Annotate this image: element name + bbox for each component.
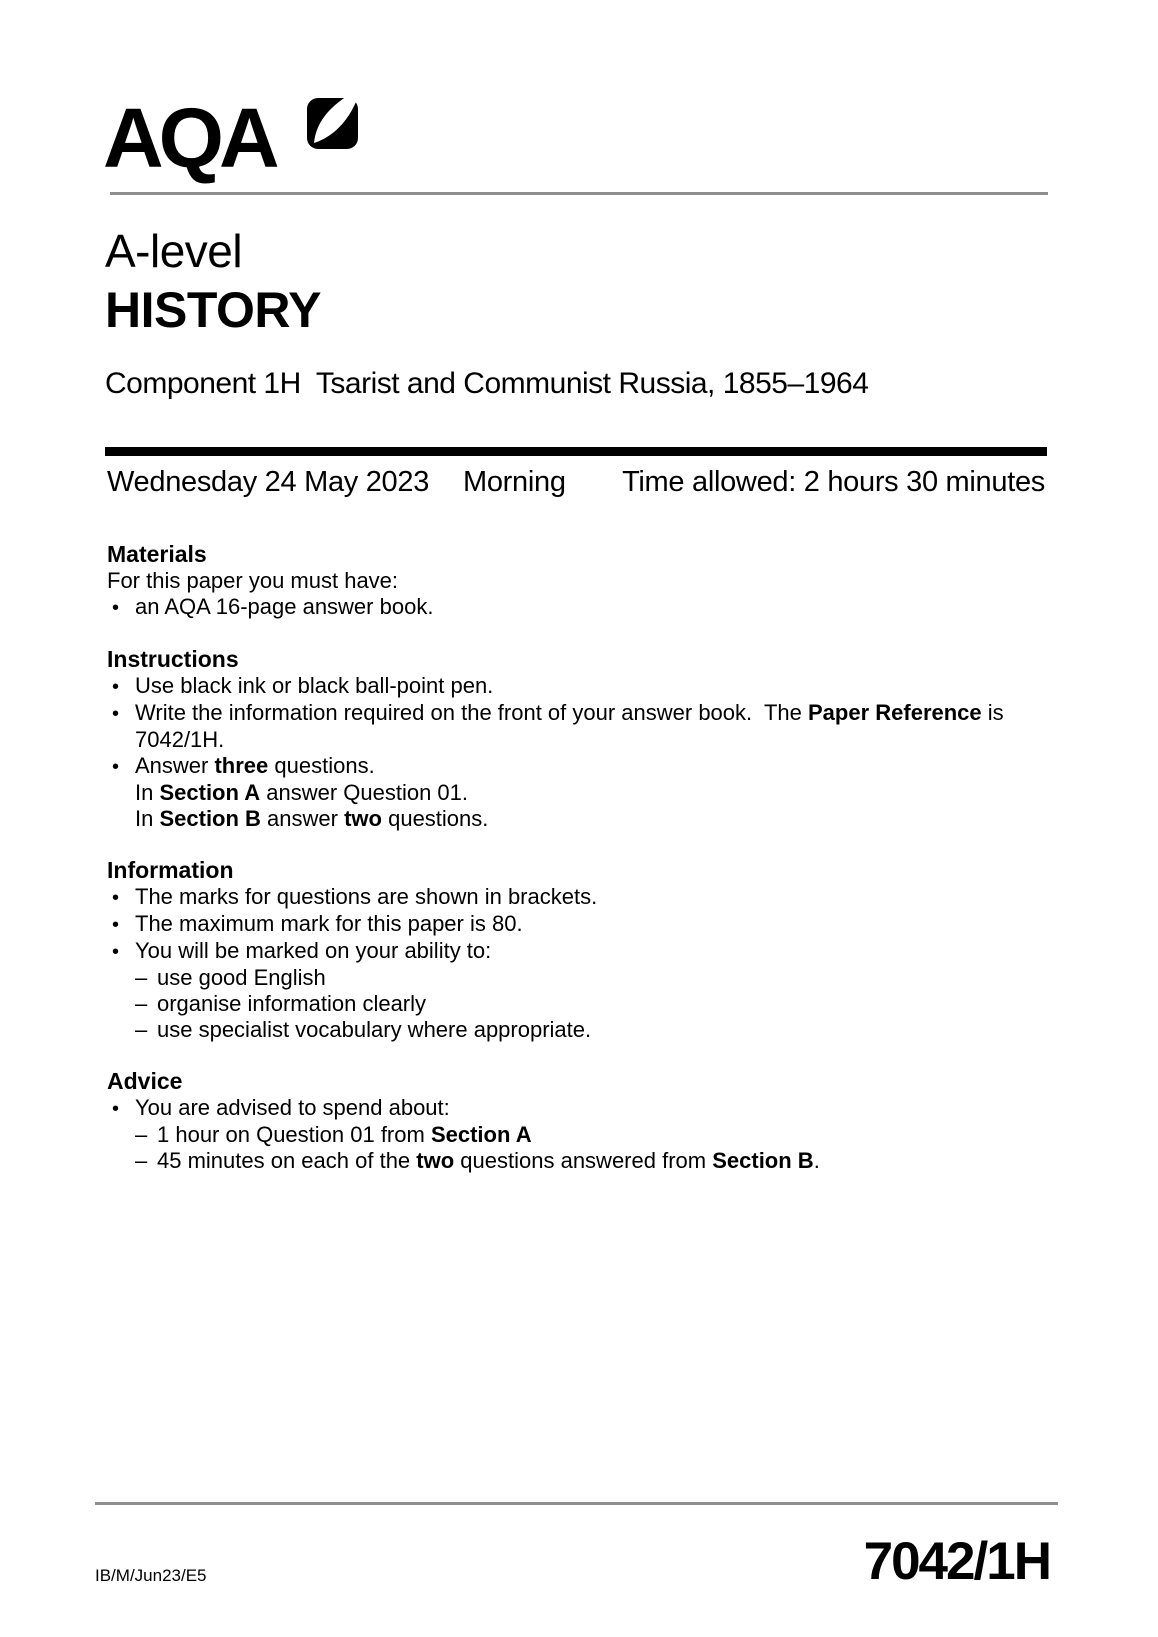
component-title: Component 1H Tsarist and Communist Russia, 1855–1964: [105, 367, 869, 400]
list-item: [107, 911, 1017, 938]
list-item: [107, 673, 1017, 700]
list-item: [107, 1148, 1017, 1174]
exam-date: Wednesday 24 May 2023: [107, 466, 430, 498]
list-item-text: use good English: [157, 965, 326, 990]
section-heading: Information: [107, 857, 234, 883]
list-item: [107, 700, 1017, 727]
list-item-text: You will be marked on your ability to:: [135, 938, 492, 963]
list-item-text: use specialist vocabulary where appropriate.: [157, 1017, 592, 1042]
list-item-text: organise information clearly: [157, 991, 427, 1016]
subject-title: HISTORY: [105, 282, 321, 338]
list-item: [107, 1095, 1017, 1122]
footer-divider: [95, 1502, 1058, 1505]
paper-code: 7042/1H: [863, 1532, 1050, 1591]
list-item-text: Write the information required on the front of your answer book. The Paper Reference is: [135, 700, 1004, 725]
list-item-text: 7042/1H.: [135, 727, 225, 752]
section-heading: Advice: [107, 1068, 183, 1094]
section-instructions: [107, 645, 1017, 832]
bullet-icon: •: [112, 676, 120, 698]
footer-reference-code: IB/M/Jun23/E5: [95, 1566, 207, 1585]
section-heading: Instructions: [107, 646, 239, 672]
list-item: [107, 780, 1017, 806]
list-item-text: 1 hour on Question 01 from Section A: [157, 1122, 532, 1147]
section-information: [107, 856, 1017, 1043]
bullet-icon: •: [112, 914, 120, 936]
list-item-text: 45 minutes on each of the two questions answered from Section B.: [157, 1148, 820, 1173]
dash-icon: –: [135, 1148, 148, 1173]
list-item: [107, 727, 1017, 753]
list-item-text: The marks for questions are shown in brackets.: [135, 884, 598, 909]
qualification-title: A-level: [105, 225, 243, 277]
section-advice: [107, 1067, 1017, 1174]
list-item: [107, 965, 1017, 991]
list-item: [107, 991, 1017, 1017]
list-item-text: Use black ink or black ball-point pen.: [135, 673, 494, 698]
list-item-text: an AQA 16-page answer book.: [135, 594, 434, 619]
sections: [107, 540, 1017, 1174]
aqa-logo-text: AQA: [103, 91, 275, 185]
dash-icon: –: [135, 1017, 148, 1042]
list-item-text: In Section A answer Question 01.: [135, 780, 469, 805]
list-item: [107, 753, 1017, 780]
section-heading: Materials: [107, 541, 207, 567]
list-item-text: Answer three questions.: [135, 753, 375, 778]
title-block: [105, 222, 868, 402]
list-item: [107, 806, 1017, 832]
section-materials: [107, 540, 1017, 621]
list-item: [107, 938, 1017, 965]
list-item-text: You are advised to spend about:: [135, 1095, 450, 1120]
list-item-text: For this paper you must have:: [107, 568, 399, 593]
dash-icon: –: [135, 1122, 148, 1147]
aqa-leaf-icon: [306, 86, 364, 152]
list-item-text: In Section B answer two questions.: [135, 806, 489, 831]
dash-icon: –: [135, 991, 148, 1016]
list-item: [107, 1017, 1017, 1043]
title-divider-bar: [105, 447, 1047, 456]
bullet-icon: •: [112, 941, 120, 963]
header-divider: [110, 192, 1048, 195]
bullet-icon: •: [112, 597, 120, 619]
time-allowed: Time allowed: 2 hours 30 minutes: [622, 466, 1045, 498]
bullet-icon: •: [112, 887, 120, 909]
exam-session-row: [107, 464, 1045, 500]
exam-session: Morning: [463, 466, 566, 498]
list-item: [107, 568, 1017, 594]
bullet-icon: •: [112, 1098, 120, 1120]
bullet-icon: •: [112, 703, 120, 725]
list-item: [107, 884, 1017, 911]
list-item-text: The maximum mark for this paper is 80.: [135, 911, 523, 936]
list-item: [107, 1122, 1017, 1148]
dash-icon: –: [135, 965, 148, 990]
list-item: [107, 594, 1017, 621]
bullet-icon: •: [112, 756, 120, 778]
